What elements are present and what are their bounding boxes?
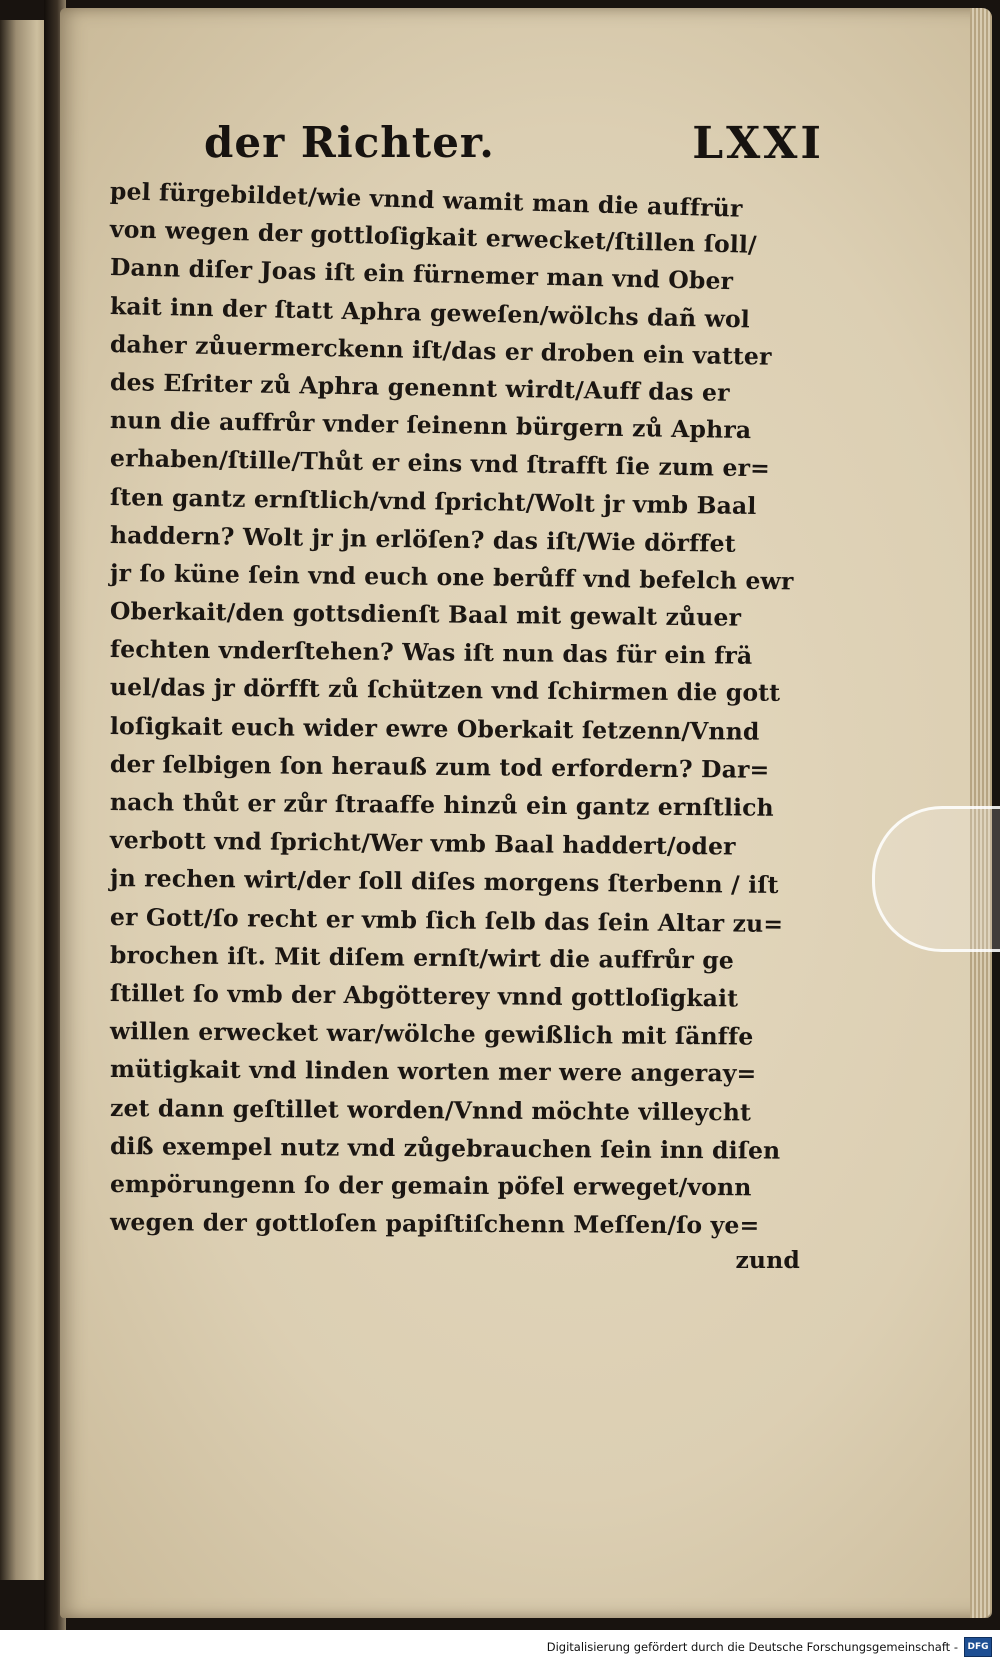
text-line: jn rechen wirt/der ſoll diſes morgens ſterbenn / iſt	[109, 864, 779, 900]
text-line: mütigkait vnd linden worten mer were angeray=	[109, 1055, 757, 1088]
funding-credit: Digitalisierung gefördert durch die Deutsche Forschungsgemeinschaft -	[546, 1640, 958, 1654]
text-line: des Eſriter zů Aphra genennt wirdt/Auff das er	[109, 367, 730, 407]
text-line: brochen iſt. Mit diſem ernſt/wirt die auffrůr ge	[109, 940, 735, 975]
footer-bar	[0, 1630, 1000, 1664]
text-line: empörungenn ſo der gemain pöfel erweget/vonn	[109, 1169, 752, 1202]
running-title: der Richter.	[204, 118, 495, 167]
text-line: willen erwecket war/wölche gewißlich mit ſänffe	[109, 1017, 754, 1051]
text-line: Oberkait/den gottsdienſt Baal mit gewalt zůuer	[109, 597, 742, 632]
body-text	[110, 172, 800, 1279]
folio-number: LXXI	[692, 118, 824, 169]
text-line: ſten gantz ernſtlich/vnd ſpricht/Wolt jr vmb Baal	[109, 482, 757, 520]
text-line: von wegen der gottloſigkait erwecket/ſtillen ſoll/	[109, 215, 758, 259]
text-line: zet dann geſtillet worden/Vnnd möchte villeycht	[109, 1093, 752, 1126]
text-line: jr ſo küne ſein vnd euch one berůff vnd befelch ewr	[109, 558, 794, 596]
text-line: kait inn der ſtatt Aphra geweſen/wölchs dañ wol	[109, 291, 751, 333]
facing-page-edge	[0, 20, 46, 1580]
text-line: nun die auffrůr vnder ſeinenn bürgern zů Aphra	[109, 406, 752, 445]
text-line: fechten vnderſtehen? Was iſt nun das für ein frä	[109, 635, 753, 670]
text-line: daher zůuermerckenn iſt/das er droben ein vatter	[109, 329, 772, 371]
text-line: nach thůt er zůr ſtraaffe hinzů ein gantz ernſtlich	[109, 788, 774, 822]
text-line: wegen der gottloſen papiſtiſchenn Meſſen/ſo ye=	[109, 1208, 760, 1240]
text-line: erhaben/ſtille/Thůt er eins vnd ſtrafft ſie zum er=	[109, 444, 771, 483]
text-line: Dann diſer Joas iſt ein fürnemer man vnd Ober	[109, 253, 734, 296]
text-line: loſigkait euch wider ewre Oberkait ſetzenn/Vnnd	[109, 711, 760, 746]
text-line: haddern? Wolt jr jn erlöſen? das iſt/Wie dörffet	[109, 520, 736, 558]
text-line: diß exempel nutz vnd zůgebrauchen ſein inn diſen	[109, 1131, 781, 1165]
catchword: zund	[735, 1246, 800, 1275]
page-header	[204, 118, 824, 178]
text-line: pel fürgebildet/wie vnnd wamit man die auffrür	[109, 177, 743, 223]
text-line: verbott vnd ſpricht/Wer vmb Baal haddert/oder	[109, 826, 736, 861]
dfg-logo: DFG	[964, 1637, 992, 1657]
bookmark-clip	[872, 806, 1000, 952]
text-line: ſtillet ſo vmb der Abgötterey vnnd gottloſigkait	[109, 978, 739, 1013]
text-line: uel/das jr dörfft zů ſchützen vnd ſchirmen die gott	[109, 673, 781, 708]
text-line: er Gott/ſo recht er vmb ſich ſelb das ſein Altar zu=	[109, 902, 784, 938]
text-line: der ſelbigen ſon herauß zum tod erfordern? Dar=	[109, 749, 770, 784]
